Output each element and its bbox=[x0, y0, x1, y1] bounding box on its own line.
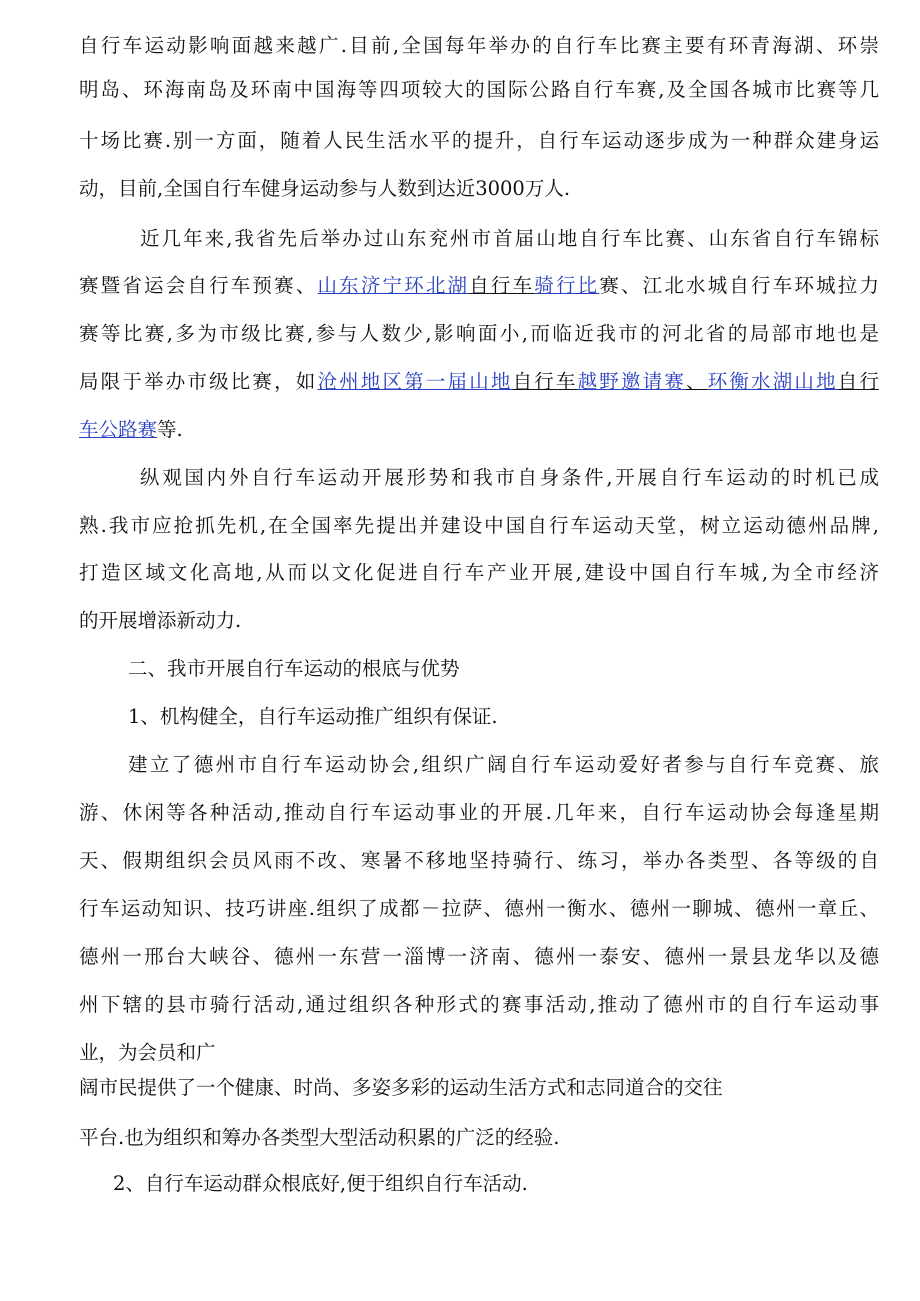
paragraph-4-line-8: 阔市民提供了一个健康、时尚、多姿多彩的运动生活方式和志同道合的交往 bbox=[79, 1076, 723, 1099]
paragraph-4-line-2: 游、休闲等各种活动,推动自行车运动事业的开展.几年来，自行车运动协会每逢星期 bbox=[79, 801, 879, 824]
paragraph-4-line-6: 州下辖的县市骑行活动,通过组织各种形式的赛事活动,推动了德州市的自行车运动事 bbox=[79, 993, 879, 1016]
link-road-race[interactable]: 车公路赛 bbox=[79, 418, 158, 441]
paragraph-4-line-7: 业，为会员和广 bbox=[79, 1041, 216, 1064]
paragraph-4-line-5: 德州一邢台大峡谷、德州一东营一淄博一济南、德州一泰安、德州一景县龙华以及德 bbox=[79, 945, 879, 968]
subheading-2: 2、自行车运动群众根底好,便于组织自行车活动. bbox=[113, 1172, 528, 1195]
paragraph-1-line-3: 十场比赛.别一方面，随着人民生活水平的提升，自行车运动逐步成为一种群众建身运 bbox=[79, 129, 879, 152]
paragraph-2-text: 赛暨省运会自行车预赛、 bbox=[79, 274, 318, 297]
paragraph-2-line-1: 近几年来,我省先后举办过山东兖州市首届山地自行车比赛、山东省自行车锦标 bbox=[140, 227, 879, 250]
link-cangzhou-mountain[interactable]: 沧州地区第一届山地 bbox=[317, 370, 513, 393]
paragraph-1-line-1: 自行车运动影响面越来越广.目前,全国每年举办的自行车比赛主要有环青海湖、环崇 bbox=[79, 34, 879, 57]
paragraph-2-line-2 bbox=[79, 274, 879, 298]
paragraph-2-line-4 bbox=[79, 370, 879, 394]
paragraph-4-line-1: 建立了德州市自行车运动协会,组织广阔自行车运动爱好者参与自行车竞赛、旅 bbox=[128, 753, 879, 776]
paragraph-4-line-9: 平台.也为组织和筹办各类型大型活动积累的广泛的经验. bbox=[79, 1126, 560, 1149]
paragraph-3-line-4: 的开展增添新动力. bbox=[79, 609, 242, 632]
paragraph-2-text: 局限于举办市级比赛，如 bbox=[79, 370, 318, 393]
paragraph-3-line-2: 熟.我市应抢抓先机,在全国率先提出并建设中国自行车运动天堂，树立运动德州品牌, bbox=[79, 514, 879, 537]
paragraph-2-text: 赛、江北水城自行车环城拉力 bbox=[599, 274, 879, 297]
paragraph-2-underlined-text: 自行 bbox=[837, 370, 879, 393]
paragraph-4-line-3: 天、假期组织会员风雨不改、寒暑不移地坚持骑行、练习，举办各类型、各等级的自 bbox=[79, 849, 879, 872]
paragraph-4-line-4: 行车运动知识、技巧讲座.组织了成都－拉萨、德州一衡水、德州一聊城、德州一章丘、 bbox=[79, 897, 879, 920]
link-offroad-invitational[interactable]: 越野邀请赛 bbox=[577, 370, 686, 393]
paragraph-2-separator: 、 bbox=[686, 370, 708, 393]
paragraph-2-underlined-text: 自行车 bbox=[469, 274, 535, 297]
link-riding-race[interactable]: 骑行比 bbox=[534, 274, 600, 297]
paragraph-3-line-3: 打造区域文化高地,从而以文化促进自行车产业开展,建设中国自行车城,为全市经济 bbox=[79, 561, 879, 584]
paragraph-1-line-4: 动，目前,全国自行车健身运动参与人数到达近3000万人. bbox=[79, 177, 571, 200]
paragraph-2-underlined-text: 自行车 bbox=[512, 370, 578, 393]
link-hengshui-lake[interactable]: 环衡水湖山地 bbox=[707, 370, 838, 393]
subheading-1: 1、机构健全，自行车运动推广组织有保证. bbox=[128, 705, 498, 728]
section-heading-2: 二、我市开展自行车运动的根底与优势 bbox=[128, 657, 460, 680]
paragraph-2-line-3: 赛等比赛,多为市级比赛,参与人数少,影响面小,而临近我市的河北省的局部市地也是 bbox=[79, 322, 879, 345]
paragraph-1-line-2: 明岛、环海南岛及环南中国海等四项较大的国际公路自行车赛,及全国各城市比赛等几 bbox=[79, 78, 879, 101]
paragraph-3-line-1: 纵观国内外自行车运动开展形势和我市自身条件,开展自行车运动的时机已成 bbox=[140, 466, 879, 489]
paragraph-2-line-5 bbox=[79, 418, 879, 442]
paragraph-2-text: 等. bbox=[157, 418, 183, 441]
link-jining-beihu[interactable]: 山东济宁环北湖 bbox=[317, 274, 470, 297]
